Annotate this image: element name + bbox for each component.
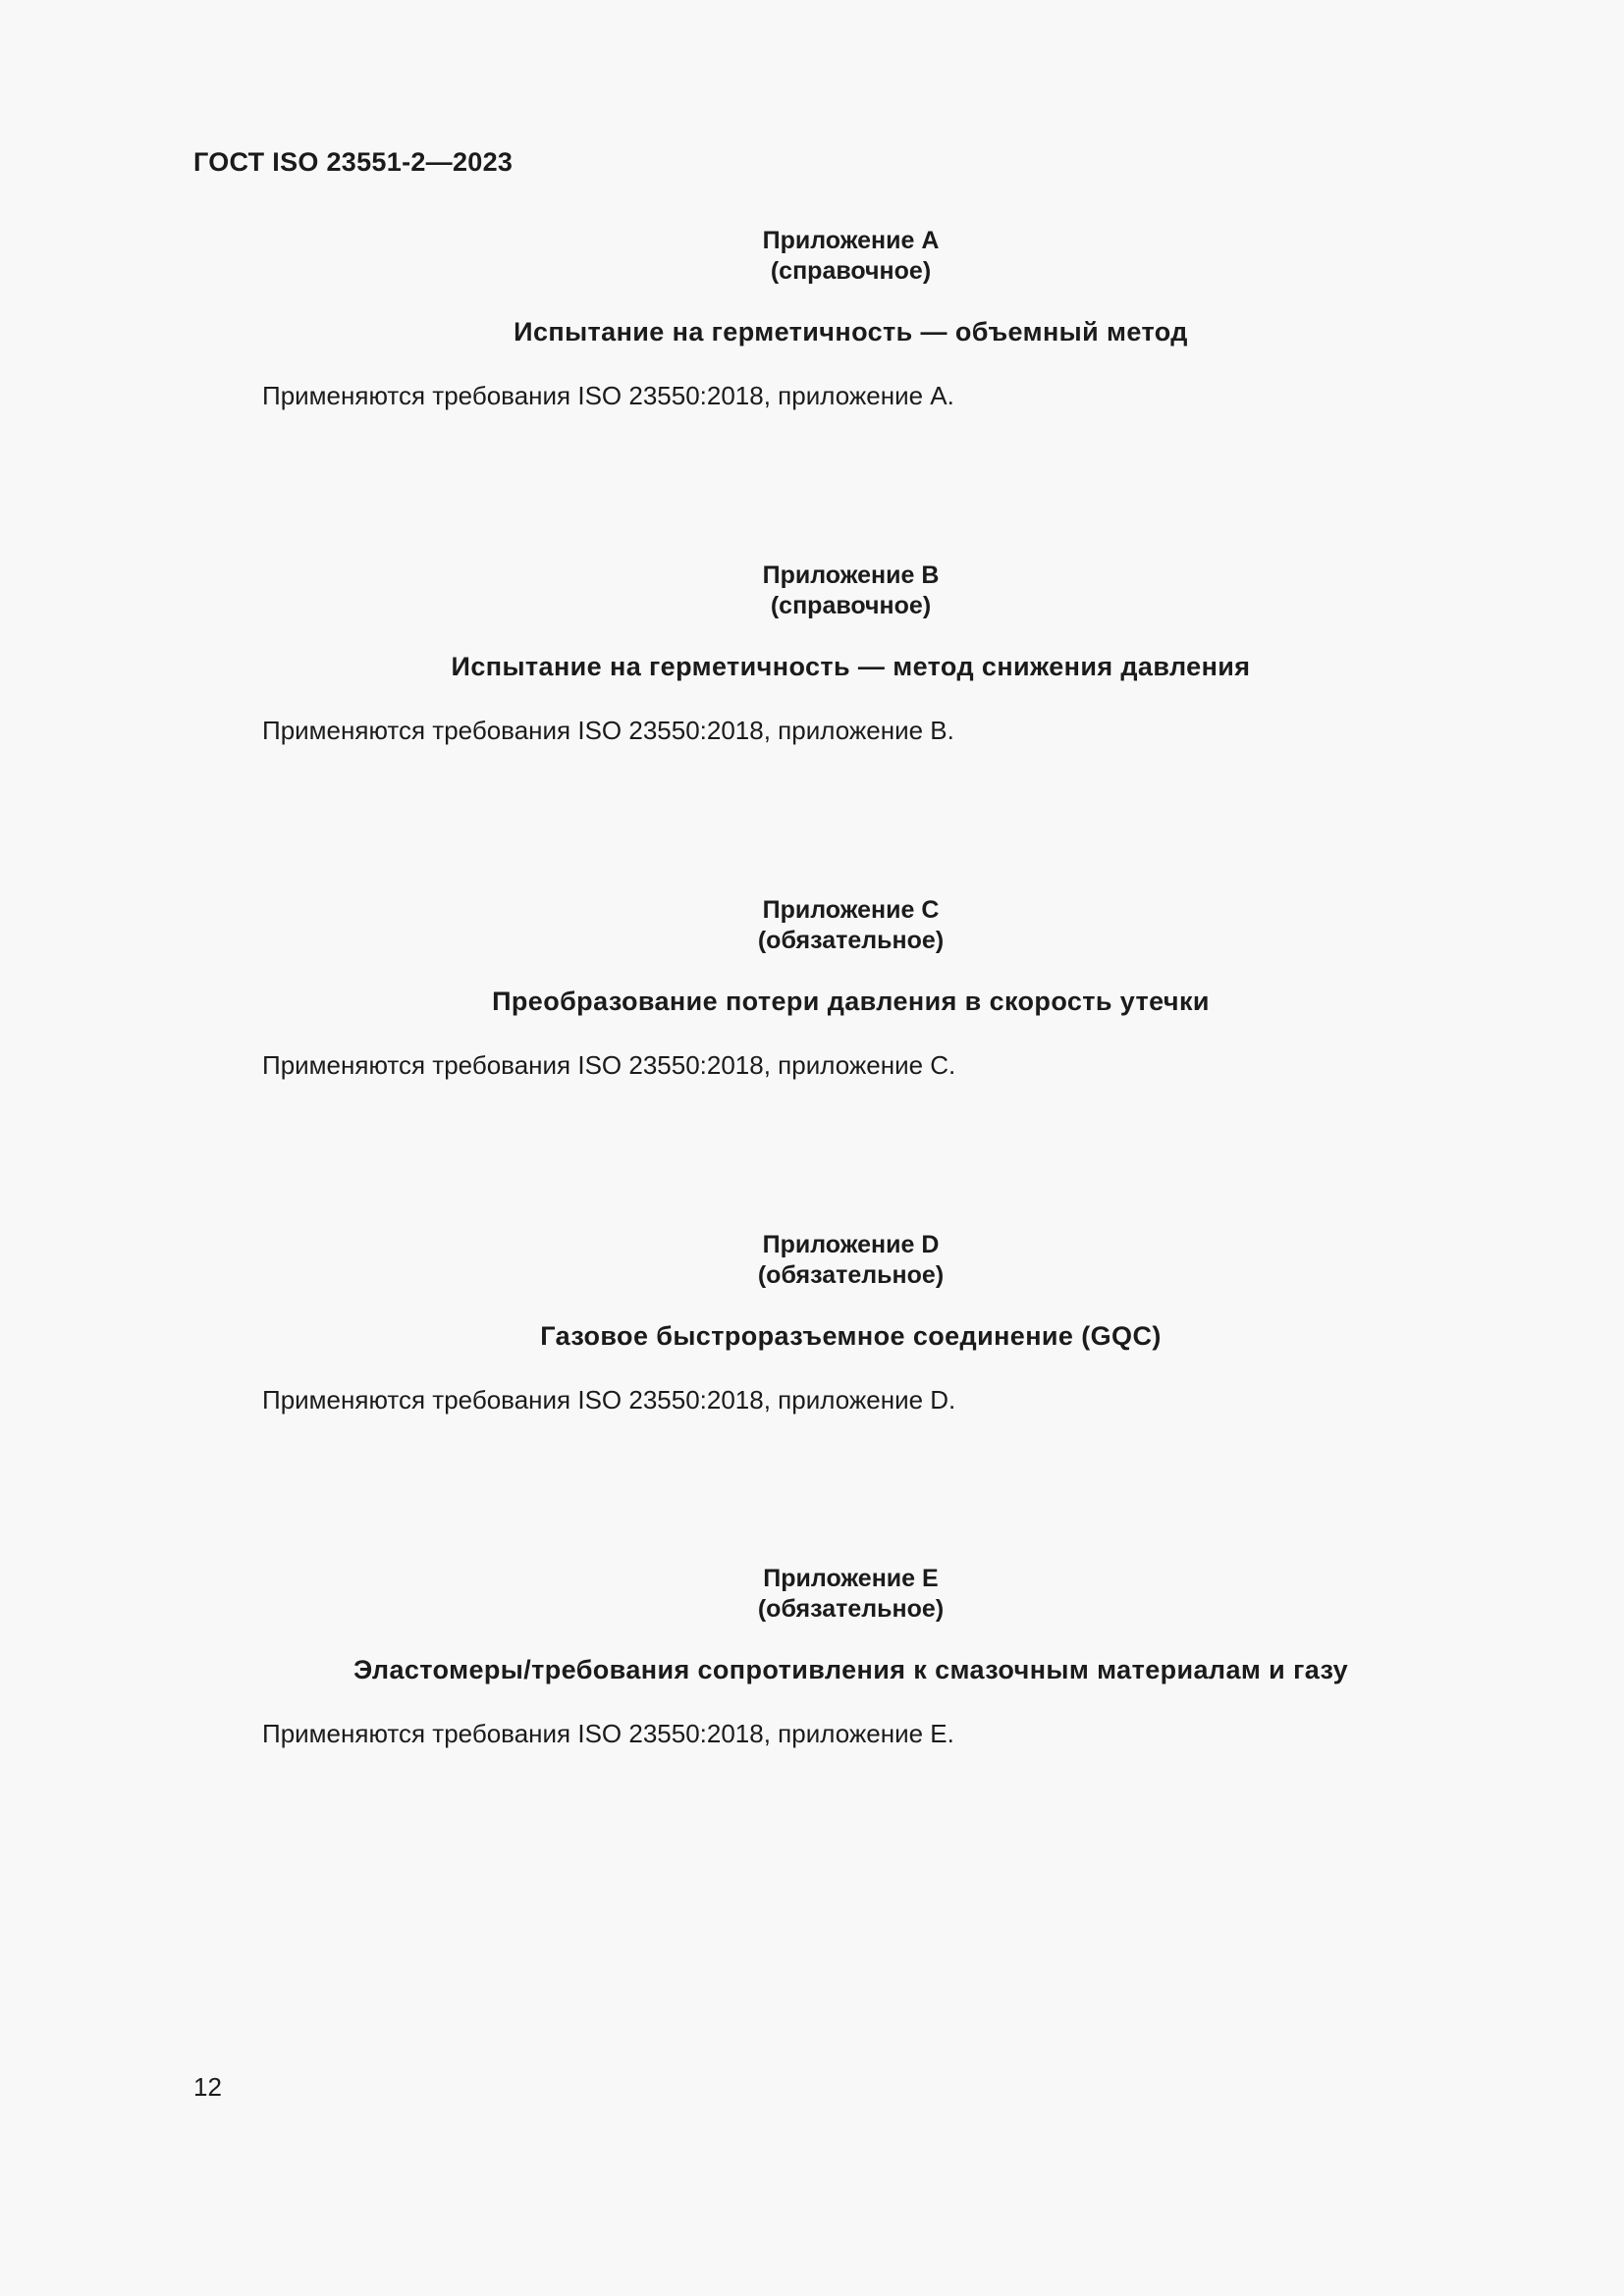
annex-title: Преобразование потери давления в скорость утечки bbox=[492, 987, 1210, 1016]
annex-body-text: Применяются требования ISO 23550:2018, приложение D. bbox=[262, 1385, 956, 1415]
annex-title: Газовое быстроразъемное соединение (GQC) bbox=[540, 1321, 1162, 1351]
annex-d-heading bbox=[0, 1230, 1624, 1291]
annex-label: Приложение A bbox=[762, 227, 940, 254]
annex-body-text: Применяются требования ISO 23550:2018, приложение B. bbox=[262, 716, 954, 745]
annex-body-text: Применяются требования ISO 23550:2018, приложение A. bbox=[262, 381, 954, 410]
annex-status: (обязательное) bbox=[757, 1595, 945, 1623]
annex-status: (справочное) bbox=[770, 257, 932, 285]
annex-label: Приложение B bbox=[762, 561, 940, 589]
annex-a-heading bbox=[0, 226, 1624, 287]
annex-label: Приложение E bbox=[763, 1565, 939, 1592]
document-code: ГОСТ ISO 23551-2—2023 bbox=[193, 147, 514, 177]
annex-title: Испытание на герметичность — объемный метод bbox=[514, 317, 1188, 347]
annex-status: (обязательное) bbox=[757, 1261, 945, 1289]
annex-b-heading bbox=[0, 561, 1624, 621]
annex-status: (справочное) bbox=[770, 592, 932, 619]
annex-label: Приложение C bbox=[762, 896, 940, 924]
annex-body-text: Применяются требования ISO 23550:2018, приложение C. bbox=[262, 1050, 956, 1080]
annex-title: Испытание на герметичность — метод снижения давления bbox=[451, 652, 1251, 681]
annex-title: Эластомеры/требования сопротивления к смазочным материалам и газу bbox=[352, 1655, 1349, 1684]
annex-status: (обязательное) bbox=[757, 927, 945, 954]
page-number: 12 bbox=[193, 2072, 222, 2102]
annex-label: Приложение D bbox=[762, 1231, 940, 1258]
annex-e-heading bbox=[0, 1564, 1624, 1625]
annex-body-text: Применяются требования ISO 23550:2018, приложение E. bbox=[262, 1719, 954, 1748]
annex-c-heading bbox=[0, 895, 1624, 956]
